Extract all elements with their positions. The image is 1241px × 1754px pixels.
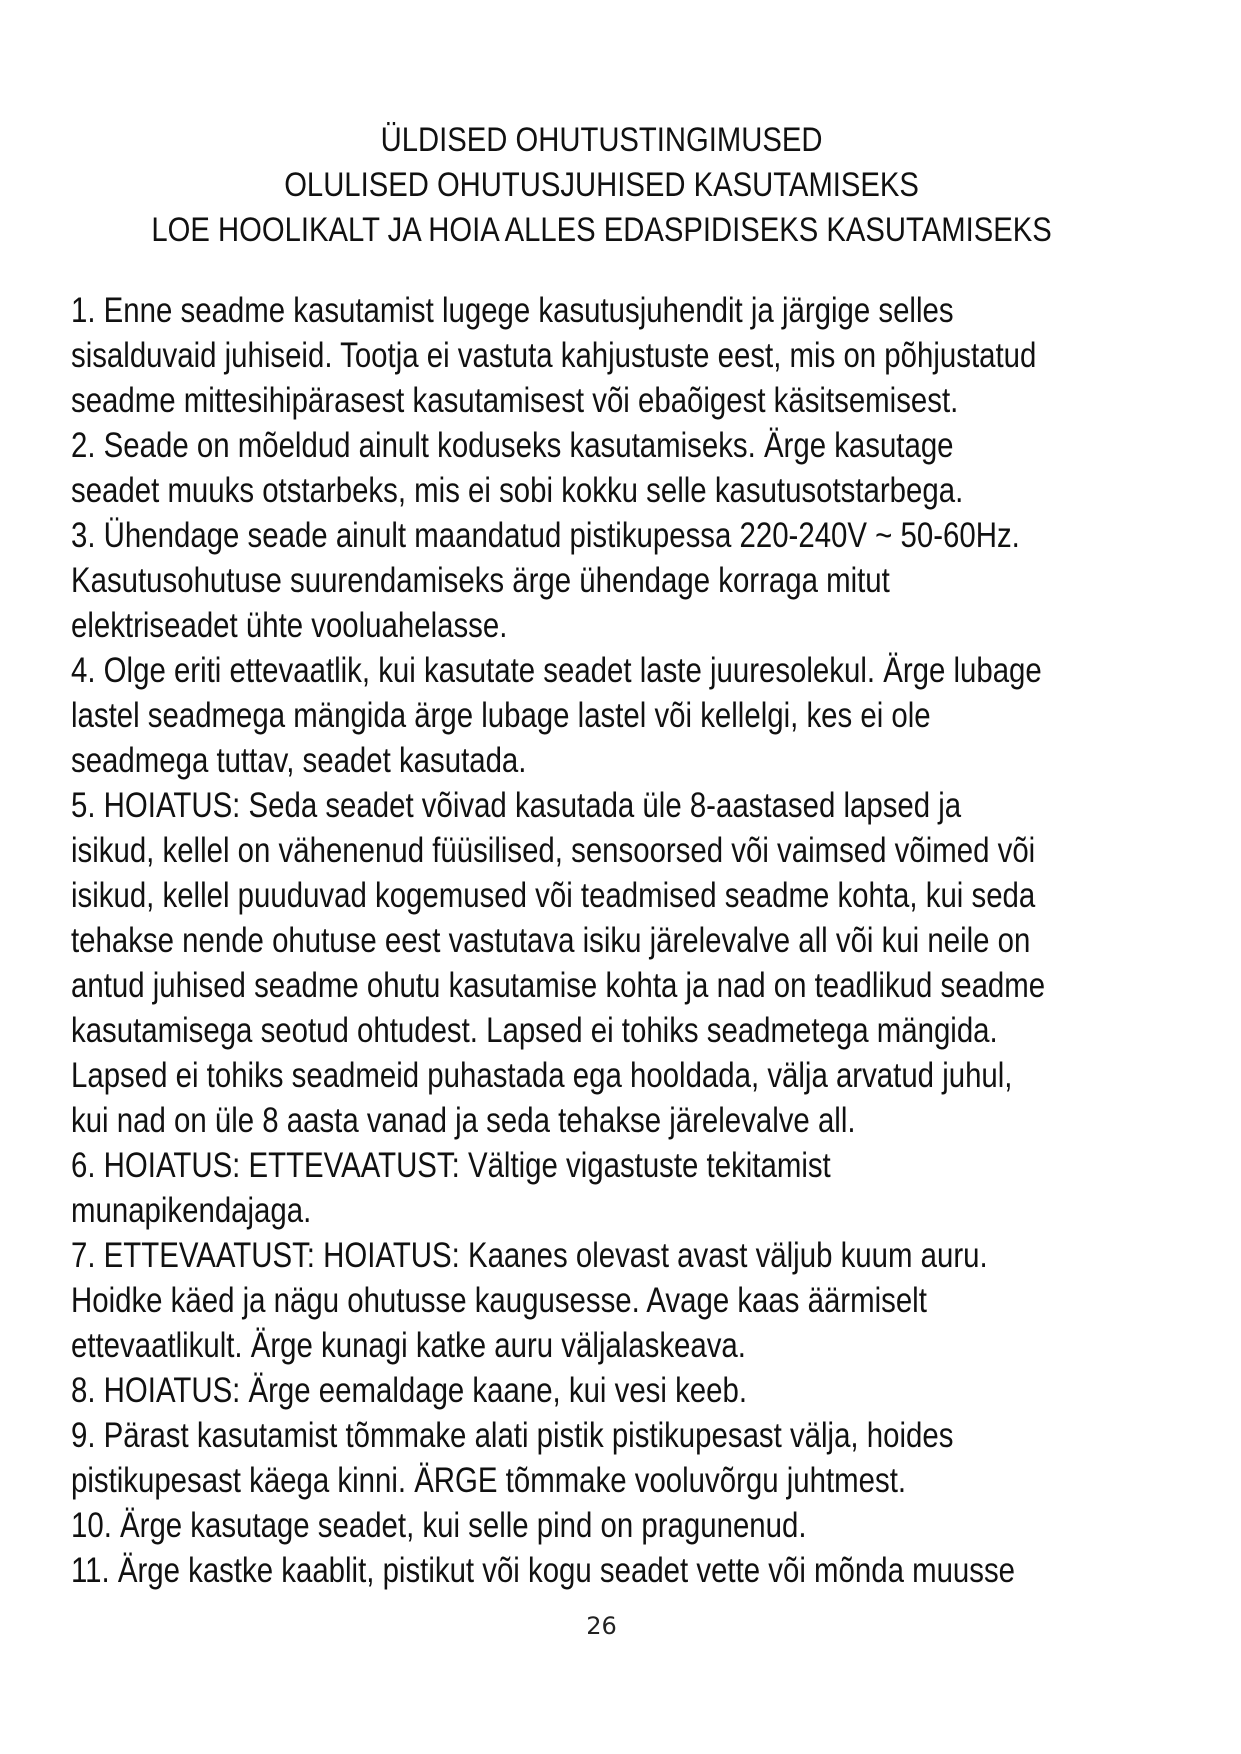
text-line: pistikupesast käega kinni. ÄRGE tõmmake vooluvõrgu juhtmest. xyxy=(71,1461,907,1500)
text-line: lastel seadmega mängida ärge lubage lastel või kellelgi, kes ei ole xyxy=(71,696,931,735)
text-line: isikud, kellel on vähenenud füüsilised, sensoorsed või vaimsed võimed või xyxy=(71,831,1036,870)
text-line: 10. Ärge kasutage seadet, kui selle pind on pragunenud. xyxy=(71,1506,807,1545)
text-line: 7. ETTEVAATUST: HOIATUS: Kaanes olevast avast väljub kuum auru. xyxy=(71,1236,988,1275)
text-line: sisalduvaid juhiseid. Tootja ei vastuta kahjustuste eest, mis on põhjustatud xyxy=(71,336,1037,375)
text-line: Hoidke käed ja nägu ohutusse kaugusesse. Avage kaas äärmiselt xyxy=(71,1281,927,1320)
text-line: munapikendajaga. xyxy=(71,1191,312,1230)
text-line: 1. Enne seadme kasutamist lugege kasutusjuhendit ja järgige selles xyxy=(71,291,954,330)
text-line: antud juhised seadme ohutu kasutamise kohta ja nad on teadlikud seadme xyxy=(71,966,1046,1005)
text-line: ettevaatlikult. Ärge kunagi katke auru väljalaskeava. xyxy=(71,1326,746,1365)
header-subtitle: OLULISED OHUTUSJUHISED KASUTAMISEKS xyxy=(284,166,919,204)
text-line: kui nad on üle 8 aasta vanad ja seda tehakse järelevalve all. xyxy=(71,1101,856,1140)
text-line: Kasutusohutuse suurendamiseks ärge ühendage korraga mitut xyxy=(71,561,890,600)
header-instruction: LOE HOOLIKALT JA HOIA ALLES EDASPIDISEKS KASUTAMISEKS xyxy=(151,211,1052,249)
text-line: 8. HOIATUS: Ärge eemaldage kaane, kui vesi keeb. xyxy=(71,1371,748,1410)
text-line: tehakse nende ohutuse eest vastutava isiku järelevalve all või kui neile on xyxy=(71,921,1031,960)
safety-instructions xyxy=(71,288,1062,1593)
text-line: 3. Ühendage seade ainult maandatud pistikupessa 220-240V ~ 50-60Hz. xyxy=(71,516,1020,555)
text-line: seadet muuks otstarbeks, mis ei sobi kokku selle kasutusotstarbega. xyxy=(71,471,964,510)
text-line: Lapsed ei tohiks seadmeid puhastada ega hooldada, välja arvatud juhul, xyxy=(71,1056,1013,1095)
text-line: kasutamisega seotud ohtudest. Lapsed ei tohiks seadmetega mängida. xyxy=(71,1011,998,1050)
header-title: ÜLDISED OHUTUSTINGIMUSED xyxy=(380,121,823,159)
text-line: elektriseadet ühte vooluahelasse. xyxy=(71,606,508,645)
text-line: 2. Seade on mõeldud ainult koduseks kasutamiseks. Ärge kasutage xyxy=(71,426,954,465)
text-line: isikud, kellel puuduvad kogemused või teadmised seadme kohta, kui seda xyxy=(71,876,1036,915)
text-line: 4. Olge eriti ettevaatlik, kui kasutate seadet laste juuresolekul. Ärge lubage xyxy=(71,651,1042,690)
text-line: 6. HOIATUS: ETTEVAATUST: Vältige vigastuste tekitamist xyxy=(71,1146,831,1185)
text-line: 5. HOIATUS: Seda seadet võivad kasutada üle 8-aastased lapsed ja xyxy=(71,786,962,825)
page-header xyxy=(84,118,1119,253)
page-number: 26 xyxy=(586,1612,617,1640)
text-line: seadme mittesihipärasest kasutamisest või ebaõigest käsitsemisest. xyxy=(71,381,959,420)
text-line: 11. Ärge kastke kaablit, pistikut või kogu seadet vette või mõnda muusse xyxy=(71,1551,1016,1590)
text-line: seadmega tuttav, seadet kasutada. xyxy=(71,741,527,780)
text-line: 9. Pärast kasutamist tõmmake alati pistik pistikupesast välja, hoides xyxy=(71,1416,954,1455)
